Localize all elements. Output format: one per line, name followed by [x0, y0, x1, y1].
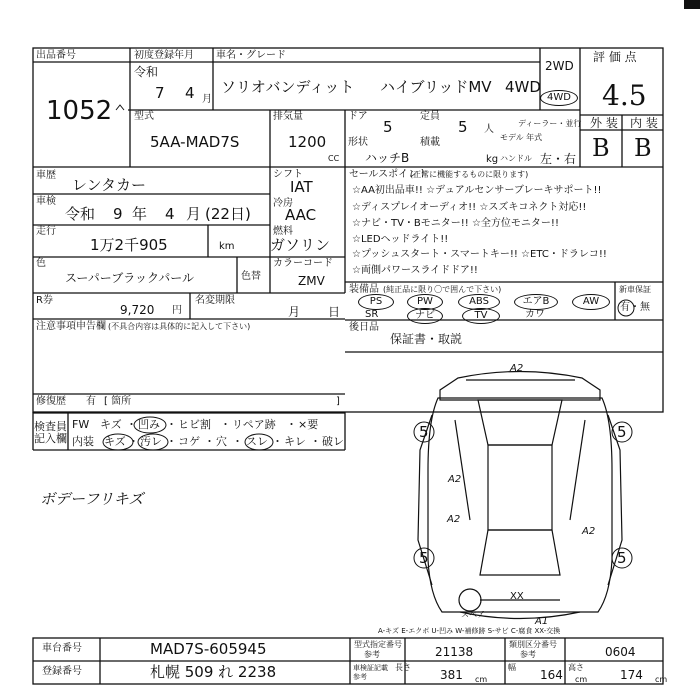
sales-points-hint: (正常に機能するものに限ります)	[410, 170, 529, 179]
check-exterior-fw: FW	[72, 418, 90, 431]
sales-point-item: ☆両側パワースライドドア!!	[352, 265, 478, 276]
inspector-label: 検査員 記入欄	[34, 420, 67, 445]
ac-label: 冷房	[273, 198, 293, 209]
aftermarket-label: 後日品	[349, 322, 379, 333]
damage-mark: A1	[535, 616, 549, 627]
check-exterior-dent: 凹み	[138, 418, 160, 431]
car-grade: ハイブリッドMV	[380, 78, 492, 96]
body-shape: ハッチB	[365, 151, 410, 165]
registration-year: 7	[155, 84, 165, 102]
check-exterior-sep: ・	[166, 418, 177, 431]
sales-point-item: ☆プッシュスタート・スマートキー!! ☆ETC・ドラレコ!!	[352, 249, 607, 260]
yen-unit: 円	[172, 305, 182, 316]
damage-legend: A-キズ E-エクボ U-凹み W-補修跡 S-サビ C-腐食 XX-交換	[378, 627, 561, 635]
check-exterior-sep: ・	[220, 418, 231, 431]
check-exterior-sep: ・	[126, 418, 137, 431]
repair-location-close: ]	[336, 396, 340, 407]
repair-history-label: 修復歴	[36, 396, 66, 407]
ac: AAC	[285, 206, 317, 224]
model-type-label: 型式	[134, 111, 154, 122]
height: 174	[620, 668, 643, 682]
damage-mark: A2	[510, 363, 524, 374]
handwritten-note: ボデーフリキズ	[40, 490, 144, 508]
drive-2wd-option: 2WD	[545, 59, 574, 73]
recycle-fee-label: R券	[36, 295, 53, 306]
doors-label: ドア	[348, 111, 368, 122]
plate-number-label: 登録番号	[42, 666, 82, 677]
width-label: 幅	[508, 663, 516, 672]
check-exterior-sep: ・	[286, 418, 297, 431]
sales-point-item: ☆AA初出品車!! ☆デュアルセンサーブレーキサポート!!	[352, 185, 602, 196]
color-code-label: カラーコード	[273, 258, 333, 269]
inspection-month: 4	[165, 205, 175, 223]
kg-unit: kg	[486, 154, 499, 165]
check-interior-wear: スレ	[246, 435, 268, 448]
check-interior-sep: ・	[128, 435, 139, 448]
displacement-label: 排気量	[273, 111, 303, 122]
damage-mark: 5	[419, 423, 429, 441]
height-unit: cm	[655, 675, 668, 684]
check-interior-cut: キレ	[284, 435, 306, 448]
damage-mark: XX	[510, 591, 524, 602]
damage-mark: A2	[448, 474, 462, 485]
check-exterior-scratch: キズ	[100, 418, 122, 431]
repair-location: [ 箇所	[104, 396, 132, 407]
notes-label: 注意事項申告欄	[36, 321, 106, 332]
registration-month: 4	[185, 84, 195, 102]
dimensions-label: 車検証記載 参考	[353, 664, 388, 681]
interior-grade: B	[634, 134, 652, 162]
color-change-label: 色替	[241, 271, 261, 282]
load-label: 積載	[420, 137, 440, 148]
check-interior-sep: ・	[166, 435, 177, 448]
car-name: ソリオバンディット	[221, 78, 355, 96]
km-unit: km	[219, 241, 235, 252]
width-unit: cm	[575, 675, 588, 684]
equipment-hint: (純正品に限り〇で囲んで下さい)	[383, 285, 502, 294]
length-unit: cm	[475, 675, 488, 684]
recycle-fee: 9,720	[120, 303, 155, 317]
check-interior-hole: 穴	[216, 435, 227, 448]
capacity: 5	[458, 118, 468, 136]
corner-mark	[684, 0, 700, 9]
height-label: 高さ	[568, 663, 584, 672]
check-exterior-crack: ヒビ割	[178, 418, 211, 431]
exterior-grade-label: 外 装	[590, 116, 618, 130]
chassis-number-label: 車台番号	[42, 643, 82, 654]
check-interior-label: 内装	[72, 435, 94, 448]
equipment-leather: カワ	[525, 309, 545, 320]
equipment-airbag: エアB	[514, 294, 558, 310]
check-interior-sep: ・	[204, 435, 215, 448]
mileage: 1万2千905	[90, 236, 168, 254]
length: 381	[440, 668, 463, 682]
damage-mark: 5	[617, 549, 627, 567]
history: レンタカー	[72, 176, 147, 194]
sales-points-label: セールスポイント	[349, 169, 429, 180]
color-code: ZMV	[298, 274, 325, 288]
equipment-label: 装備品	[349, 284, 379, 295]
check-interior-scratch: キズ	[104, 435, 126, 448]
warranty-label: 新車保証	[619, 285, 651, 294]
inspection-month-unit: 月	[186, 205, 202, 223]
first-registration-label: 初度登録年月	[134, 50, 194, 61]
reference-label: 参考	[520, 650, 536, 659]
dealer-import-label: ディーラー・並行	[518, 119, 582, 128]
fuel-label: 燃料	[273, 226, 293, 237]
plate-number: 札幌 509 れ 2238	[150, 663, 277, 681]
repair-history-value: 有	[86, 396, 96, 407]
width: 164	[540, 668, 563, 682]
equipment-pw: PW	[407, 294, 443, 310]
damage-mark: A2	[447, 514, 461, 525]
check-interior-burn: コゲ	[178, 435, 200, 448]
score-label: 評 価 点	[593, 50, 637, 64]
drive-4wd-option-circled: 4WD	[540, 90, 578, 106]
check-exterior-replace: ×要	[298, 418, 319, 431]
inspection-year-unit: 年	[132, 205, 148, 223]
exterior-grade: B	[592, 134, 610, 162]
fuel: ガソリン	[270, 236, 331, 254]
cc-unit: CC	[328, 154, 340, 163]
check-interior-sep: ・	[310, 435, 321, 448]
model-designation-label: 型式指定番号	[354, 640, 402, 649]
history-label: 車歴	[36, 170, 56, 181]
title-deadline-month: 月	[288, 305, 301, 319]
shift: IAT	[290, 178, 313, 196]
equipment-sr: SR	[365, 309, 379, 320]
title-deadline-label: 名変期限	[195, 295, 235, 306]
notes-hint: (不具合内容は具体的に記入して下さい)	[108, 322, 251, 331]
score: 4.5	[602, 79, 647, 112]
interior-grade-label: 内 装	[630, 116, 658, 130]
car-name-grade-label: 車名・グレード	[216, 50, 286, 61]
sales-point-item: ☆ナビ・TV・Bモニター!! ☆全方位モニター!!	[352, 218, 559, 229]
title-deadline-day: 日	[328, 305, 341, 319]
chassis-number: MAD7S-605945	[150, 640, 267, 658]
damage-mark: 5	[617, 423, 627, 441]
drive-type: 4WD	[505, 78, 541, 96]
category-label: 類別区分番号	[509, 640, 557, 649]
damage-mark: A2	[582, 526, 596, 537]
check-interior-tear: 破レ	[322, 435, 344, 448]
lot-number: 1052	[46, 96, 113, 126]
handle-label: ハンドル	[500, 154, 532, 163]
model-type: 5AA-MAD7S	[150, 133, 240, 151]
shift-label: シフト	[273, 169, 303, 180]
capacity-label: 定員	[420, 111, 440, 122]
mileage-label: 走行	[36, 226, 56, 237]
model-designation: 21138	[435, 645, 474, 659]
inspection-year: 9	[113, 205, 123, 223]
aftermarket-value: 保証書・取説	[390, 332, 463, 346]
equipment-ps: PS	[358, 294, 394, 310]
damage-mark: 5	[419, 549, 429, 567]
lot-number-label: 出品番号	[36, 50, 76, 61]
registration-era: 令和	[134, 65, 159, 79]
category-number: 0604	[605, 645, 636, 659]
sales-point-item: ☆ディスプレイオーディオ!! ☆スズキコネクト対応!!	[352, 202, 587, 213]
doors: 5	[383, 118, 393, 136]
reference-label: 参考	[364, 650, 380, 659]
equipment-tv: TV	[462, 308, 500, 324]
person-unit: 人	[484, 124, 494, 135]
equipment-abs: ABS	[458, 294, 500, 310]
inspection-label: 車検	[36, 196, 56, 207]
check-exterior-repair: リペア跡	[232, 418, 276, 431]
equipment-aw: AW	[572, 294, 610, 310]
warranty-value: 有・無	[620, 302, 650, 313]
sales-point-item: ☆LEDヘッドライト!!	[352, 234, 449, 245]
check-interior-stain: 汚レ	[140, 435, 162, 448]
model-year-label: モデル 年式	[500, 133, 543, 142]
length-label: 長さ	[395, 663, 411, 672]
body-shape-label: 形状	[348, 137, 368, 148]
equipment-navi: ナビ	[407, 308, 443, 324]
color-label: 色	[36, 258, 46, 269]
check-interior-sep: ・	[272, 435, 283, 448]
spare-label: スペア	[461, 610, 485, 619]
handle-side: 左・右	[540, 152, 577, 166]
inspection-era: 令和	[65, 205, 96, 223]
month-unit: 月	[202, 94, 212, 105]
displacement: 1200	[288, 133, 327, 151]
inspection-day: (22日)	[205, 205, 251, 223]
color: スーパーブラックパール	[65, 271, 195, 285]
check-interior-sep: ・	[232, 435, 243, 448]
